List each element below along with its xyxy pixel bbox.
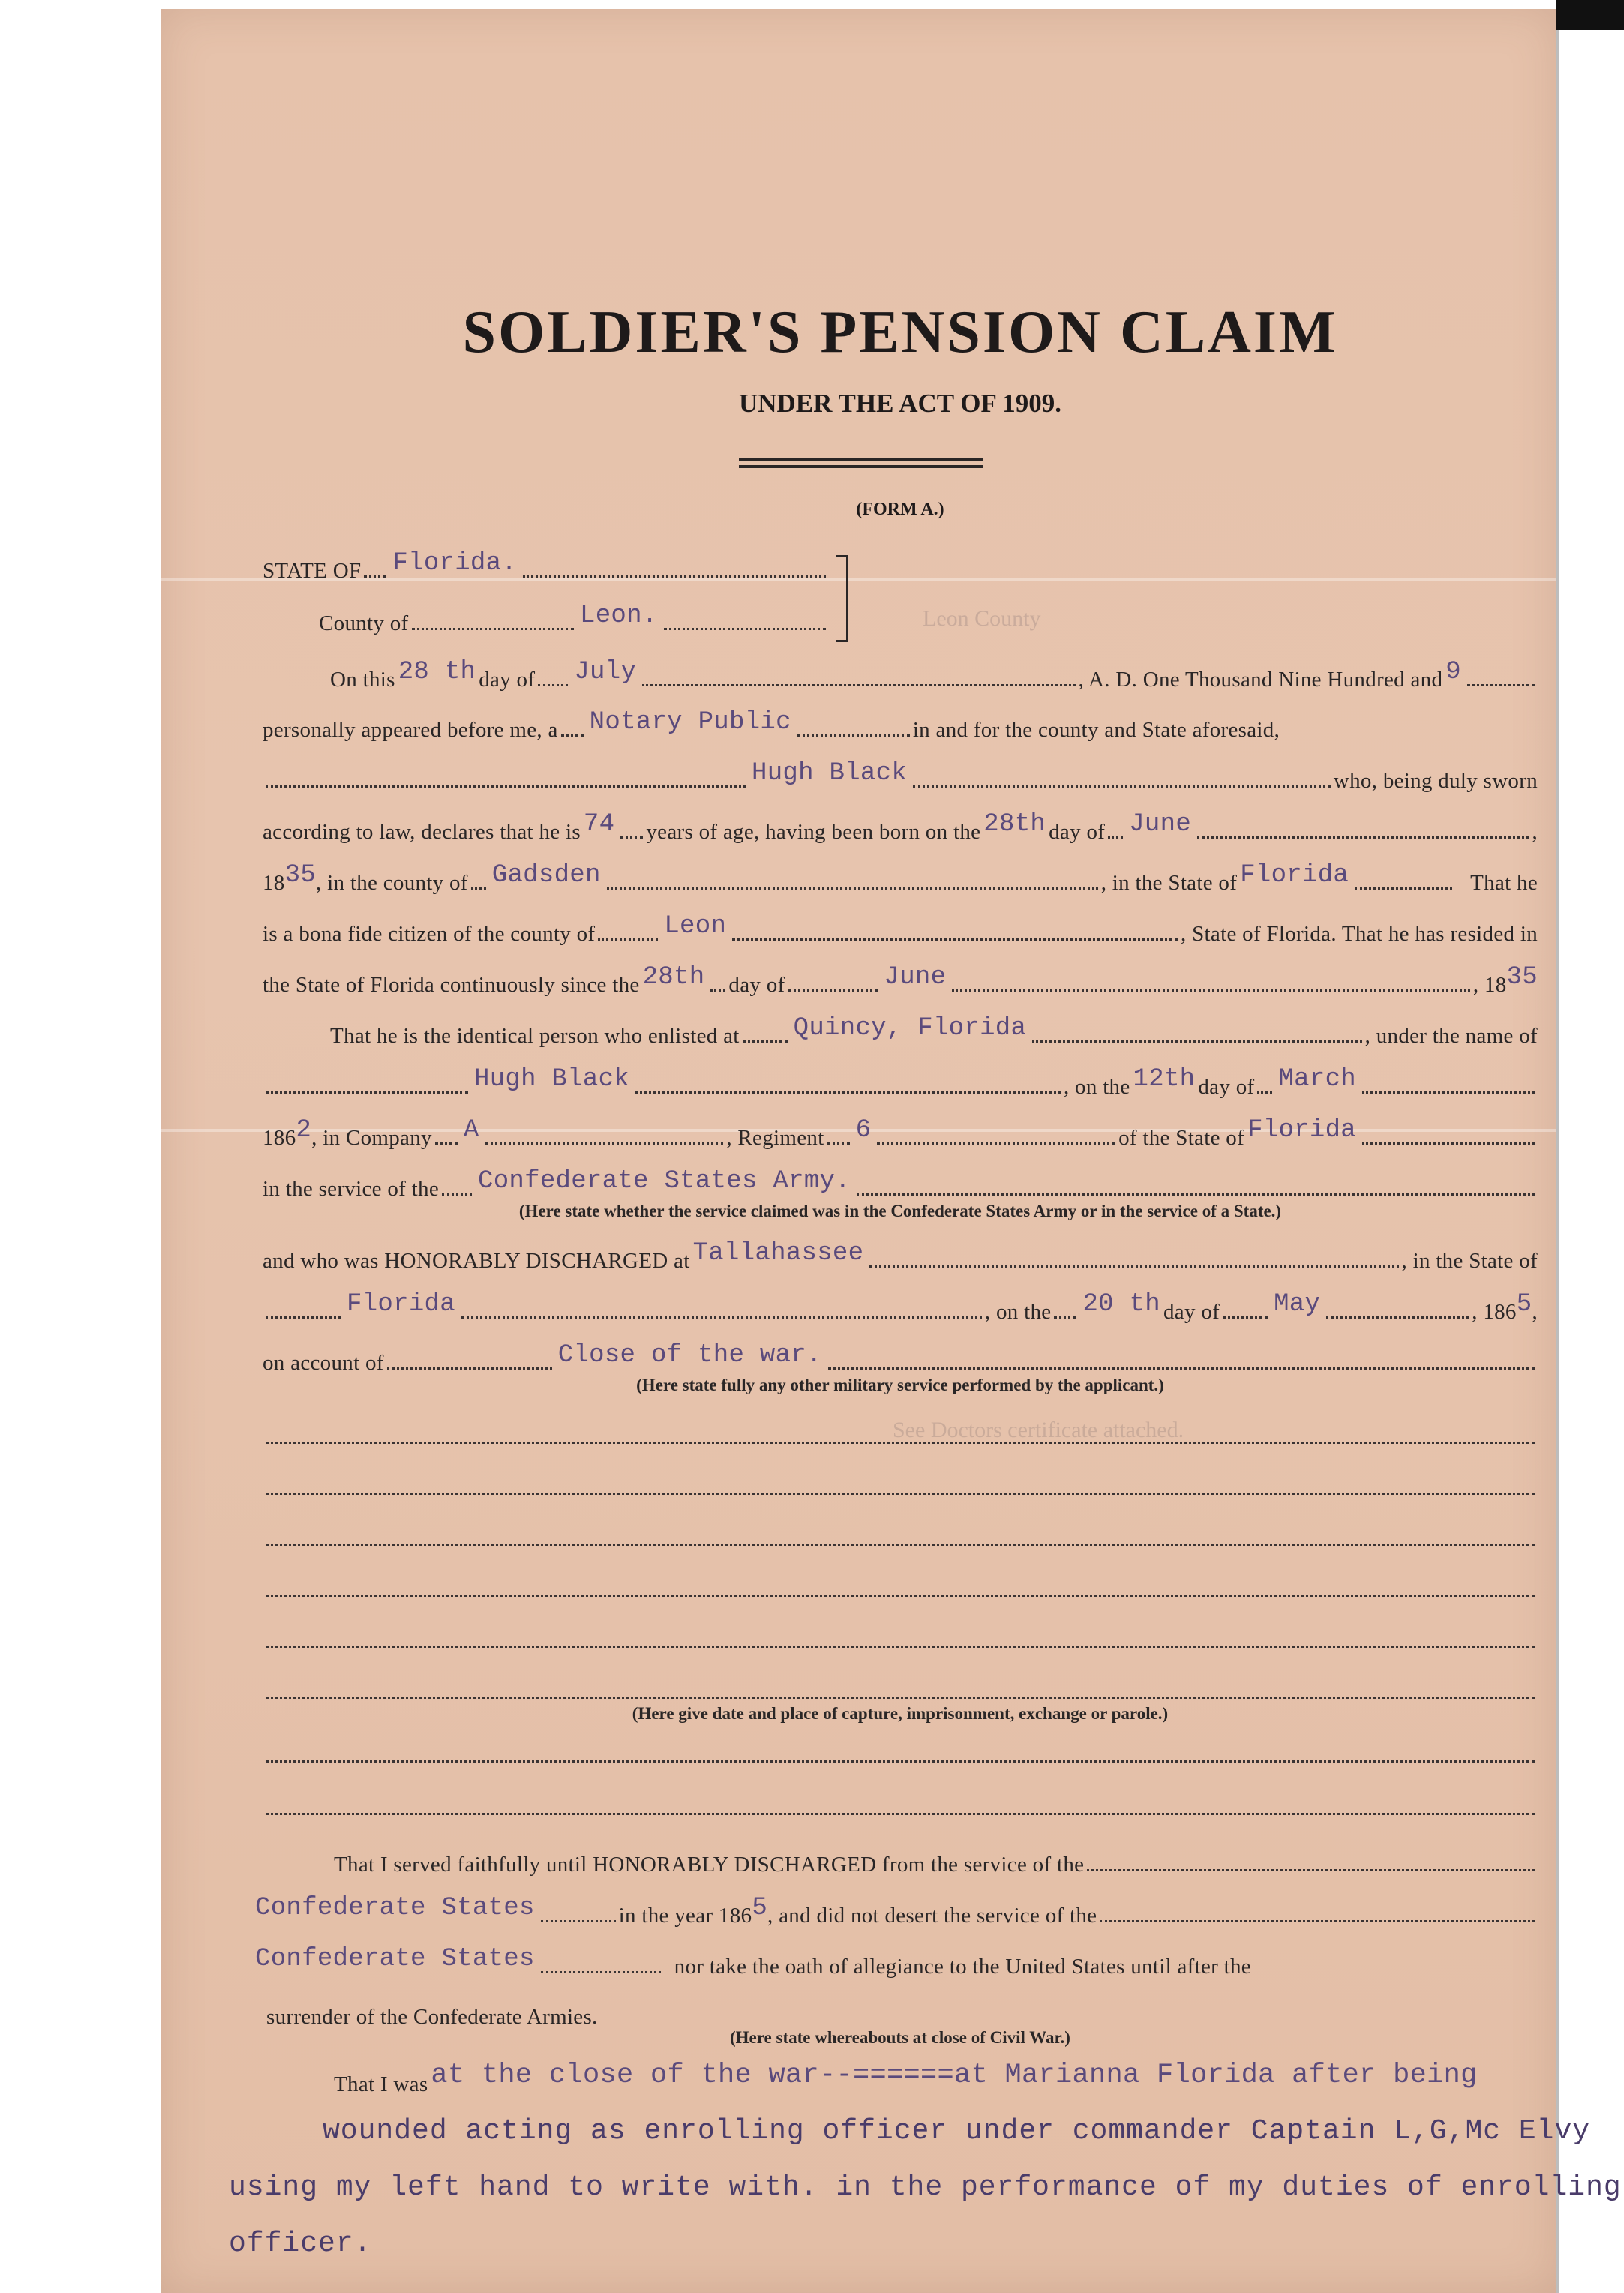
instruction-note: (Here state whereabouts at close of Civil War.): [730, 2028, 1070, 2047]
blank-line: [263, 1733, 1538, 1769]
text: , in the State of: [1401, 1249, 1538, 1273]
enlist-year: 2: [296, 1116, 312, 1145]
birth-day: 28th: [983, 810, 1046, 839]
month-value: July: [574, 658, 637, 686]
service-value: Confederate States Army.: [478, 1167, 851, 1196]
typed-line: officer.: [229, 2228, 372, 2260]
text: , A. D. One Thousand Nine Hundred and: [1078, 668, 1443, 692]
text: , and did not desert the service of the: [767, 1904, 1097, 1928]
text: , State of Florida. That he has resided in: [1181, 922, 1538, 946]
show-through-text: See Doctors certificate attached.: [893, 1418, 1184, 1442]
text: , 18: [1472, 973, 1507, 997]
served-service: Confederate States: [255, 1894, 535, 1922]
blank-line: [263, 1465, 1538, 1501]
company-value: A: [463, 1116, 479, 1145]
typed-line: wounded acting as enrolling officer under commander Captain L,G,Mc Elvy: [323, 2115, 1591, 2147]
county-line: [319, 600, 829, 636]
line-whereabouts: [334, 2061, 1538, 2097]
enlist-day: 12th: [1133, 1065, 1196, 1094]
text: in and for the county and State aforesaid,: [912, 718, 1280, 742]
text: according to law, declares that he is: [263, 820, 581, 844]
text: , in the State of: [1100, 871, 1238, 895]
day-value: 28 th: [398, 658, 476, 686]
text: day of: [479, 668, 536, 692]
line-served3: [255, 1943, 1538, 1979]
text: on account of: [263, 1351, 384, 1375]
title-rule: [739, 458, 983, 461]
text: That he is the identical person who enlisted at: [330, 1024, 740, 1048]
scan-edge: [1556, 0, 1624, 30]
enlist-month: March: [1278, 1065, 1356, 1094]
text: is a bona fide citizen of the county of: [263, 922, 596, 946]
line-birth: [263, 860, 1538, 896]
county-label: County of: [319, 611, 409, 635]
enlist-place: Quincy, Florida: [793, 1014, 1027, 1043]
birth-state: Florida: [1240, 861, 1349, 890]
year-value: 9: [1445, 658, 1461, 686]
text: ,: [1532, 820, 1538, 844]
regiment-value: 6: [855, 1116, 872, 1145]
citizen-county: Leon: [664, 912, 727, 941]
text: That I served faithfully until HONORABLY DISCHARGED from the service of the: [334, 1853, 1085, 1877]
line-age: [263, 809, 1538, 845]
text: day of: [1198, 1075, 1255, 1099]
text: , in the county of: [316, 871, 468, 895]
blank-line: [263, 1567, 1538, 1603]
text: On this: [330, 668, 395, 692]
line-service: [263, 1166, 1538, 1202]
document-subtitle: UNDER THE ACT OF 1909.: [738, 389, 1062, 418]
blank-line: [263, 1516, 1538, 1552]
served-year: 5: [752, 1894, 768, 1922]
line-name: [263, 758, 1538, 794]
form-label: (FORM A.): [856, 500, 944, 519]
line-surrender: [266, 1994, 1538, 2030]
resided-day: 28th: [642, 963, 705, 992]
line-enlist-name: [263, 1064, 1538, 1100]
discharge-state: Florida: [347, 1290, 455, 1319]
line-account: [263, 1340, 1538, 1376]
birth-year: 35: [284, 861, 317, 890]
text: , on the: [984, 1300, 1052, 1324]
title-rule: [739, 465, 983, 468]
text: day of: [728, 973, 785, 997]
text: That I was: [334, 2072, 428, 2096]
text: 18: [263, 871, 285, 895]
text: of the State of: [1118, 1126, 1245, 1150]
state-value: Florida.: [392, 549, 518, 578]
text: , in Company: [311, 1126, 432, 1150]
blank-line: [263, 1618, 1538, 1654]
document-title: SOLDIER'S PENSION CLAIM: [462, 299, 1338, 365]
text: , under the name of: [1364, 1024, 1538, 1048]
text: , on the: [1063, 1075, 1130, 1099]
line-resided: [263, 962, 1538, 998]
age-value: 74: [583, 810, 615, 839]
text: ,: [1532, 1300, 1538, 1324]
scan-edge-line: [1556, 30, 1559, 2293]
text: years of age, having been born on the: [646, 820, 981, 844]
line-enlisted: [330, 1013, 1538, 1049]
birth-county: Gadsden: [491, 861, 601, 890]
resided-month: June: [884, 963, 947, 992]
discharge-day: 20 th: [1082, 1290, 1160, 1319]
instruction-note: (Here state whether the service claimed was in the Confederate States Army or in the service of a State.): [518, 1202, 1282, 1220]
text: and who was HONORABLY DISCHARGED at: [263, 1249, 690, 1273]
birth-month: June: [1129, 810, 1192, 839]
instruction-note: (Here give date and place of capture, imprisonment, exchange or parole.): [632, 1704, 1169, 1723]
served-service: Confederate States: [255, 1945, 535, 1973]
official-value: Notary Public: [589, 708, 791, 737]
text: nor take the oath of allegiance to the United States until after the: [674, 1955, 1251, 1979]
bracket: [836, 555, 848, 642]
text: , Regiment: [726, 1126, 824, 1150]
state-label: STATE OF: [263, 559, 362, 583]
text: the State of Florida continuously since the: [263, 973, 640, 997]
typed-line: using my left hand to write with. in the performance of my duties of enrolling: [229, 2171, 1622, 2204]
county-value: Leon.: [580, 602, 658, 630]
blank-line: [263, 1785, 1538, 1821]
discharge-month: May: [1274, 1290, 1321, 1319]
text: , 186: [1472, 1300, 1517, 1324]
line-appeared: [263, 707, 1538, 743]
whereabouts-value: at the close of the war--======at Marianna Florida after being: [431, 2060, 1478, 2091]
text: 186: [263, 1126, 296, 1150]
text: personally appeared before me, a: [263, 718, 558, 742]
blank-line: [263, 1414, 1538, 1450]
text: day of: [1163, 1300, 1220, 1324]
claimant-name: Hugh Black: [752, 759, 908, 788]
text: day of: [1049, 820, 1106, 844]
line-on-this: [330, 656, 1538, 692]
text: in the year 186: [618, 1904, 752, 1928]
discharge-place: Tallahassee: [692, 1239, 864, 1268]
line-company: [263, 1115, 1538, 1151]
text: surrender of the Confederate Armies.: [266, 2005, 598, 2029]
line-citizen: [263, 911, 1538, 947]
discharge-year: 5: [1516, 1290, 1532, 1319]
line-served: [334, 1841, 1538, 1877]
enlist-name: Hugh Black: [474, 1065, 630, 1094]
company-state: Florida: [1247, 1116, 1356, 1145]
instruction-note: (Here state fully any other military service performed by the applicant.): [636, 1376, 1164, 1394]
text: who, being duly sworn: [1333, 769, 1538, 793]
resided-year: 35: [1506, 963, 1538, 992]
blank-line: [263, 1669, 1538, 1705]
discharge-reason: Close of the war.: [557, 1341, 822, 1370]
line-discharged: [263, 1238, 1538, 1274]
text: That he: [1470, 871, 1538, 895]
line-discharge-date: [263, 1289, 1538, 1325]
text: in the service of the: [263, 1177, 439, 1201]
line-served2: [255, 1892, 1538, 1928]
state-line: [263, 548, 829, 584]
show-through-text: Leon County: [923, 606, 1041, 631]
